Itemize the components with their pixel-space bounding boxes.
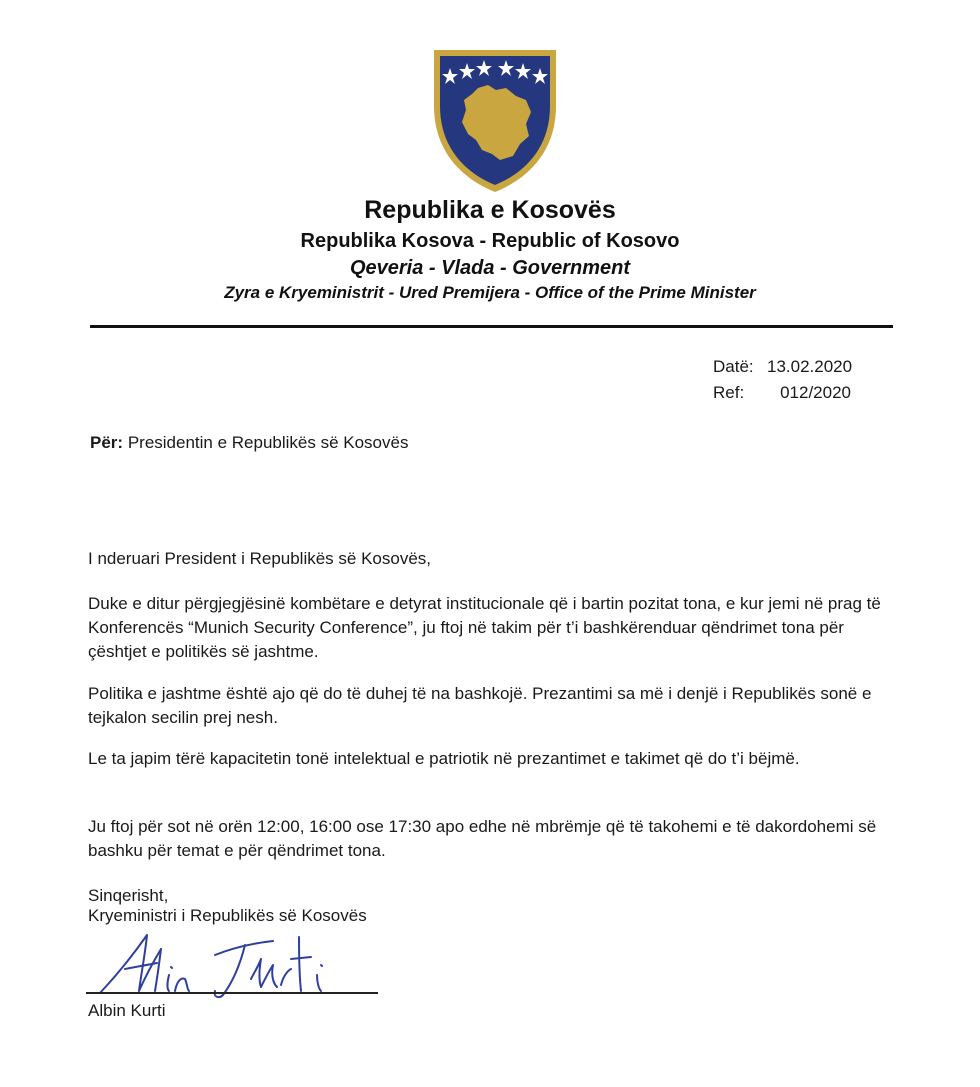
recipient-value: Presidentin e Republikës së Kosovës bbox=[127, 433, 409, 452]
date-value: 13.02.2020 bbox=[767, 357, 853, 376]
date-line bbox=[713, 357, 852, 377]
body-paragraph-3: Le ta japim tërë kapacitetin tonë intelektual e patriotik në prezantimet e takimet që do t’i bëjmë. bbox=[88, 749, 800, 768]
recipient-line bbox=[90, 433, 408, 453]
header-subtitle: Republika Kosova - Republic of Kosovo bbox=[300, 230, 680, 252]
kosovo-coat-of-arms-icon bbox=[430, 44, 560, 196]
greeting: I nderuari President i Republikës së Kosovës, bbox=[88, 549, 432, 568]
ref-value: 012/2020 bbox=[780, 383, 851, 402]
body-paragraph-1: Duke e ditur përgjegjësinë kombëtare e detyrat institucionale që i bartin pozitat tona, e kur jemi në prag të Konferencës “Munich Security Conference”, ju ftoj në takim për t’i bashkërenduar qëndrimet tona për çështjet e politikës së jashtme. bbox=[88, 594, 881, 661]
date-label: Datë: bbox=[713, 357, 754, 376]
ref-label: Ref: bbox=[713, 383, 745, 402]
signatory-name: Albin Kurti bbox=[88, 1001, 166, 1020]
body-paragraph-2: Politika e jashtme është ajo që do të duhej të na bashkojë. Prezantimi sa më i denjë i Republikës sonë e tejkalon secilin prej nesh. bbox=[88, 684, 872, 727]
handwritten-signature-icon bbox=[95, 925, 355, 1000]
closing-salutation: Sinqerisht, bbox=[88, 886, 169, 905]
header-office: Zyra e Kryeministrit - Ured Premijera - Office of the Prime Minister bbox=[224, 283, 756, 302]
header-title: Republika e Kosovës bbox=[364, 196, 616, 224]
body-paragraph-4: Ju ftoj për sot në orën 12:00, 16:00 ose 17:30 apo edhe në mbrëmje që të takohemi e të dakordohemi së bashku për temat e për qëndrimet tona. bbox=[88, 817, 877, 860]
closing-title: Kryeministri i Republikës së Kosovës bbox=[88, 906, 367, 925]
header-divider bbox=[90, 325, 893, 328]
signature-line bbox=[86, 992, 378, 994]
header-government: Qeveria - Vlada - Government bbox=[349, 257, 631, 279]
recipient-label: Për: bbox=[90, 433, 124, 452]
ref-line bbox=[713, 383, 851, 403]
